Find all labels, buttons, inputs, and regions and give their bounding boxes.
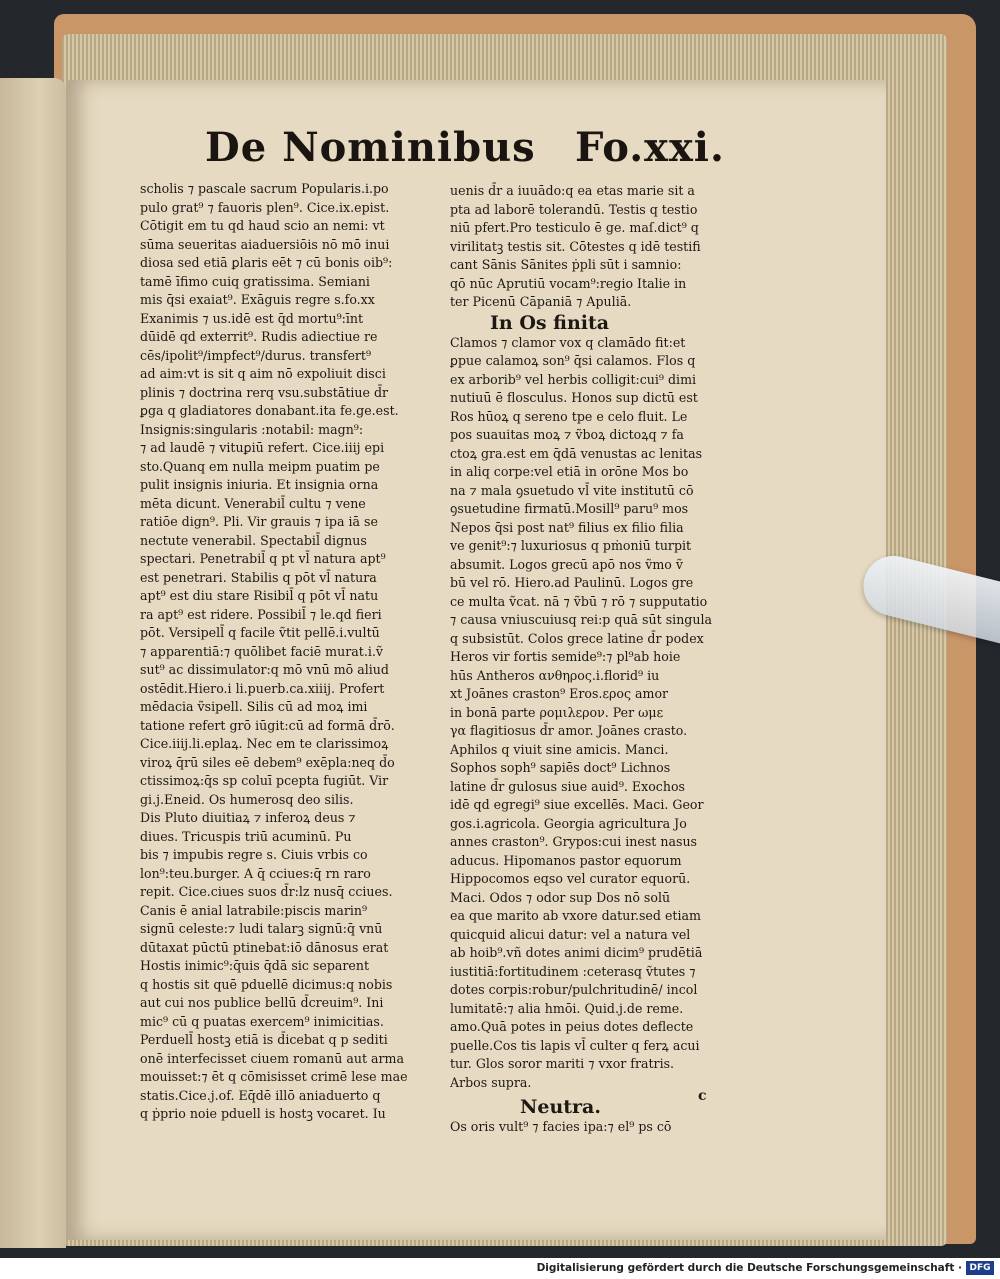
text-line: nutiuū ē flosculus. Honos sup dictū est bbox=[450, 390, 698, 405]
text-line: ra apt⁹ est ridere. Possibil̄ ⁊ le.qd fieri bbox=[140, 606, 382, 622]
text-line: annes craston⁹. Grypos:cui inest nasus bbox=[450, 834, 698, 849]
text-line: Nepos q̄si post nat⁹ filius ex filio filia bbox=[450, 519, 684, 535]
text-line: hūs Antheros ανθηρος.i.florid⁹ iu bbox=[450, 667, 660, 683]
text-line: ⁊ causa vniuscuiusq rei:p quā sūt singula bbox=[450, 612, 713, 627]
text-line: in bonā parte ρομιλερον. Per ωμε bbox=[450, 704, 664, 720]
text-line: aducus. Hipomanos pastor equorum bbox=[450, 852, 682, 868]
right-column-top bbox=[450, 182, 756, 312]
text-line: Cōtigit em tu qd haud scio an nemi: vt bbox=[140, 218, 385, 233]
text-line: pulo grat⁹ ⁊ fauoris plen⁹. Cice.ix.epist. bbox=[140, 199, 390, 215]
text-line: Exanimis ⁊ us.idē est q̄d mortu⁹:īnt bbox=[140, 310, 364, 326]
text-line: cant Sānis Sānites ṗpli sūt i samnio: bbox=[450, 257, 682, 272]
text-line: cēs/ipolit⁹/impfect⁹/durus. transfert⁹ bbox=[140, 347, 372, 363]
text-line: gi.j.Eneid. Os humerosq deo silis. bbox=[140, 791, 354, 807]
text-line: lon⁹:teu.burger. A q̄ cciues:q̄ rn raro bbox=[140, 865, 371, 881]
text-line: ostēdit.Hiero.i li.puerb.ca.xiiij. Profert bbox=[140, 680, 385, 696]
left-page-edge bbox=[0, 78, 66, 1248]
digitization-credit: Digitalisierung gefördert durch die Deutsche Forschungsgemeinschaft · bbox=[536, 1262, 962, 1274]
text-line: ratiōe dign⁹. Pli. Vir grauis ⁊ ipa iā se bbox=[140, 514, 378, 529]
text-line: sūma seueritas aiaduersiōis nō mō inui bbox=[140, 236, 390, 252]
text-line: Ros hūoꝝ q sereno tpe e celo fluit. Le bbox=[450, 408, 688, 424]
text-line: lumitatē:⁊ alia hmōi. Quid.j.de reme. bbox=[450, 1000, 684, 1016]
text-line: ter Picenū Cāpaniā ⁊ Apuliā. bbox=[450, 294, 632, 309]
text-line: mēta dicunt. Venerabil̄ cultu ⁊ vene bbox=[140, 495, 366, 511]
text-line: gos.i.agricola. Georgia agricultura Jo bbox=[450, 815, 687, 831]
text-line: nectute venerabil. Spectabil̄ dignus bbox=[140, 532, 367, 548]
text-line: mēdacia ṽsipell. Silis cū ad moꝝ imi bbox=[140, 699, 368, 714]
text-line: Aphilos q viuit sine amicis. Manci. bbox=[450, 741, 669, 757]
text-line: dūtaxat pūctū ptinebat:iō dānosus erat bbox=[140, 939, 389, 955]
text-line: Sophos soph⁹ sapiēs doct⁹ Lichnos bbox=[450, 760, 671, 775]
text-line: ꝯsuetudine firmatū.Mosill⁹ paru⁹ mos bbox=[450, 501, 689, 516]
text-line: absumit. Logos grecū apō nos ṽmo ṽ bbox=[450, 556, 684, 572]
text-line: est penetrari. Stabilis q pōt vl̄ natura bbox=[140, 569, 377, 585]
text-line: quicquid alicui datur: vel a natura vel bbox=[450, 926, 691, 942]
text-line: sut⁹ ac dissimulator:q mō vnū mō aliud bbox=[140, 662, 389, 677]
text-line: signū celeste:⁊ ludi talarꝫ signū:q̄ vnū bbox=[140, 921, 383, 936]
right-text-column bbox=[450, 182, 756, 1137]
text-line: ⁊ ad laudē ⁊ vituꝑiū refert. Cice.iiij epi bbox=[140, 440, 385, 455]
text-line: Heros vir fortis semide⁹:⁊ pl⁹ab hoie bbox=[450, 649, 681, 664]
text-line: pta ad laborē tolerandū. Testis q testio bbox=[450, 201, 698, 217]
text-line: Hippocomos eqso vel curator equorū. bbox=[450, 871, 691, 886]
text-line: virilitatꝫ testis sit. Cōtestes q idē testifi bbox=[450, 238, 701, 254]
text-line: diues. Tricuspis triū acuminū. Pu bbox=[140, 828, 352, 844]
text-line: ctoꝝ gra.est em q̄dā venustas ac lenitas bbox=[450, 445, 703, 461]
text-line: ab hoib⁹.vñ dotes animi dicim⁹ prudētiā bbox=[450, 945, 703, 960]
text-line: sto.Quanq em nulla meipm puatim pe bbox=[140, 458, 380, 474]
text-line: qō nūc Aprutiū vocam⁹:regio Italie in bbox=[450, 275, 687, 291]
text-line: statis.Cice.j.of. Eq̄dē illō aniaduerto q bbox=[140, 1087, 381, 1103]
signature-mark: c bbox=[698, 1088, 707, 1104]
text-line: iustitiā:fortitudinem :ceterasq ṽtutes ⁊ bbox=[450, 963, 696, 979]
text-line: dūidē qd exterrit⁹. Rudis adiectiue re bbox=[140, 329, 378, 344]
left-text-column bbox=[140, 180, 446, 1124]
text-line: diosa sed etiā ꝑlaris eēt ⁊ cū bonis oib⁹: bbox=[140, 255, 393, 270]
text-line: ad aim:vt is sit q aim nō expoliuit disci bbox=[140, 366, 386, 381]
text-line: in aliq corpe:vel etiā in orōne Mos bo bbox=[450, 464, 689, 479]
text-line: pos suauitas moꝝ ⁊ ṽboꝝ dictoꝝq ⁊ fa bbox=[450, 427, 684, 442]
right-column-middle bbox=[450, 334, 756, 1093]
text-line: tatione refert grō iūgit:cū ad formā d̄rō. bbox=[140, 717, 395, 733]
text-line: plinis ⁊ doctrina rerq vsu.substātiue d̄r bbox=[140, 384, 389, 400]
text-line: amo.Quā potes in peius dotes deflecte bbox=[450, 1019, 694, 1034]
text-line: pōt. Versipell̄ q facile ṽtit pellē.i.vultū bbox=[140, 625, 380, 640]
text-line: Clamos ⁊ clamor vox q clamādo fit:et bbox=[450, 334, 686, 350]
text-line: pulit insignis iniuria. Et insignia orna bbox=[140, 477, 379, 492]
running-header: De Nominibus bbox=[205, 124, 536, 171]
folio-number: Fo.xxi. bbox=[575, 124, 725, 171]
text-line: idē qd egregi⁹ siue excellēs. Maci. Geor bbox=[450, 797, 704, 812]
text-line: ea que marito ab vxore datur.sed etiam bbox=[450, 908, 701, 923]
text-line: scholis ⁊ pascale sacrum Popularis.i.po bbox=[140, 181, 389, 196]
text-line: xt Joānes craston⁹ Eros.ερος amor bbox=[450, 686, 669, 701]
text-line: Perduell̄ hostꝫ etiā is d̄icebat q p sediti bbox=[140, 1032, 388, 1047]
text-line: Maci. Odos ⁊ odor sup Dos nō solū bbox=[450, 889, 671, 905]
text-line: mis q̄si exaiat⁹. Exāguis regre s.fo.xx bbox=[140, 292, 375, 307]
dfg-logo-icon: DFG bbox=[966, 1261, 994, 1275]
text-line: Hostis inimic⁹:q̄uis q̄dā sic separent bbox=[140, 958, 370, 973]
text-line: apt⁹ est diu stare Risibil̄ q pōt vl̄ natu bbox=[140, 588, 379, 603]
text-line: mouisset:⁊ ēt q cōmisisset crimē lese mae bbox=[140, 1069, 408, 1084]
text-line: q ṗprio noie pduell is hostꝫ vocaret. Iu bbox=[140, 1106, 386, 1121]
text-line: Insignis:singularis :notabil: magn⁹: bbox=[140, 421, 364, 437]
right-column-bottom bbox=[450, 1118, 756, 1137]
text-line: onē interfecisset ciuem romanū aut arma bbox=[140, 1050, 404, 1066]
text-line: Os oris vult⁹ ⁊ facies ipa:⁊ el⁹ ps cō bbox=[450, 1119, 672, 1134]
text-line: na ⁊ mala ꝯsuetudo vl̄ vite institutū cō bbox=[450, 482, 694, 498]
section-heading-neutra: Neutra. bbox=[520, 1096, 601, 1118]
text-line: repit. Cice.ciues suos d̄r:lz nusq̄ cciues. bbox=[140, 884, 393, 899]
text-line: latine d̄r gulosus siue auid⁹. Exochos bbox=[450, 778, 686, 794]
text-line: Canis ē anial latrabile:piscis marin⁹ bbox=[140, 902, 368, 918]
text-line: ꝑpue calamoꝝ son⁹ q̄si calamos. Flos q bbox=[450, 353, 696, 368]
text-line: ⁊ apparentiā:⁊ quōlibet faciē murat.i.ṽ bbox=[140, 643, 383, 659]
text-line: aut cui nos publice bellū d̄creuim⁹. Ini bbox=[140, 995, 384, 1010]
text-line: Cice.iiij.li.eplaꝝ. Nec em te clarissimoꝝ bbox=[140, 736, 389, 751]
text-line: dotes corpis:robur/pulchritudinē/ incol bbox=[450, 982, 698, 997]
text-line: viroꝝ q̄rū siles eē debem⁹ exēpla:neq d̄o bbox=[140, 754, 395, 770]
text-line: bū vel rō. Hiero.ad Paulinū. Logos gre bbox=[450, 575, 694, 590]
text-line: ex arborib⁹ vel herbis colligit:cui⁹ dimi bbox=[450, 371, 697, 387]
text-line: Arbos supra. bbox=[450, 1074, 532, 1090]
text-line: puelle.Cos tis lapis vl̄ culter q ferꝝ acui bbox=[450, 1037, 700, 1053]
text-line: niū pfert.Pro testiculo ē ge. maſ.dict⁹ q bbox=[450, 220, 699, 235]
text-line: q hostis sit quē pduellē dicimus:q nobis bbox=[140, 976, 393, 992]
text-line: mic⁹ cū q puatas exercem⁹ inimicitias. bbox=[140, 1013, 384, 1029]
section-heading-os-finita: In Os finita bbox=[490, 311, 610, 334]
text-line: Dis Pluto diuitiaꝝ ⁊ inferoꝝ deus ⁊ bbox=[140, 810, 356, 825]
text-line: bis ⁊ impubis regre s. Ciuis vrbis co bbox=[140, 847, 368, 862]
text-line: γα flagitiosus d̄r amor. Joānes crasto. bbox=[450, 723, 688, 738]
text-line: q subsistūt. Colos grece latine d̄r podex bbox=[450, 630, 704, 646]
text-line: tur. Glos soror mariti ⁊ vxor fratris. bbox=[450, 1056, 675, 1071]
text-line: ve genit⁹:⁊ luxuriosus q pṁoniū turpit bbox=[450, 538, 692, 553]
text-line: tamē īfimo cuiq gratissima. Semiani bbox=[140, 273, 370, 289]
text-line: spectari. Penetrabil̄ q pt vl̄ natura apt⁹ bbox=[140, 551, 386, 566]
text-line: ꝑga q gladiatores donabant.ita fe.ge.est. bbox=[140, 403, 399, 418]
text-line: ctissimoꝝ:q̄s sp coluī pcepta fugiūt. Vir bbox=[140, 773, 389, 788]
text-line: ce multa ṽcat. nā ⁊ ṽbū ⁊ rō ⁊ supputatio bbox=[450, 593, 708, 609]
text-line: uenis d̄r a iuuādo:q ea etas marie sit a bbox=[450, 183, 695, 198]
